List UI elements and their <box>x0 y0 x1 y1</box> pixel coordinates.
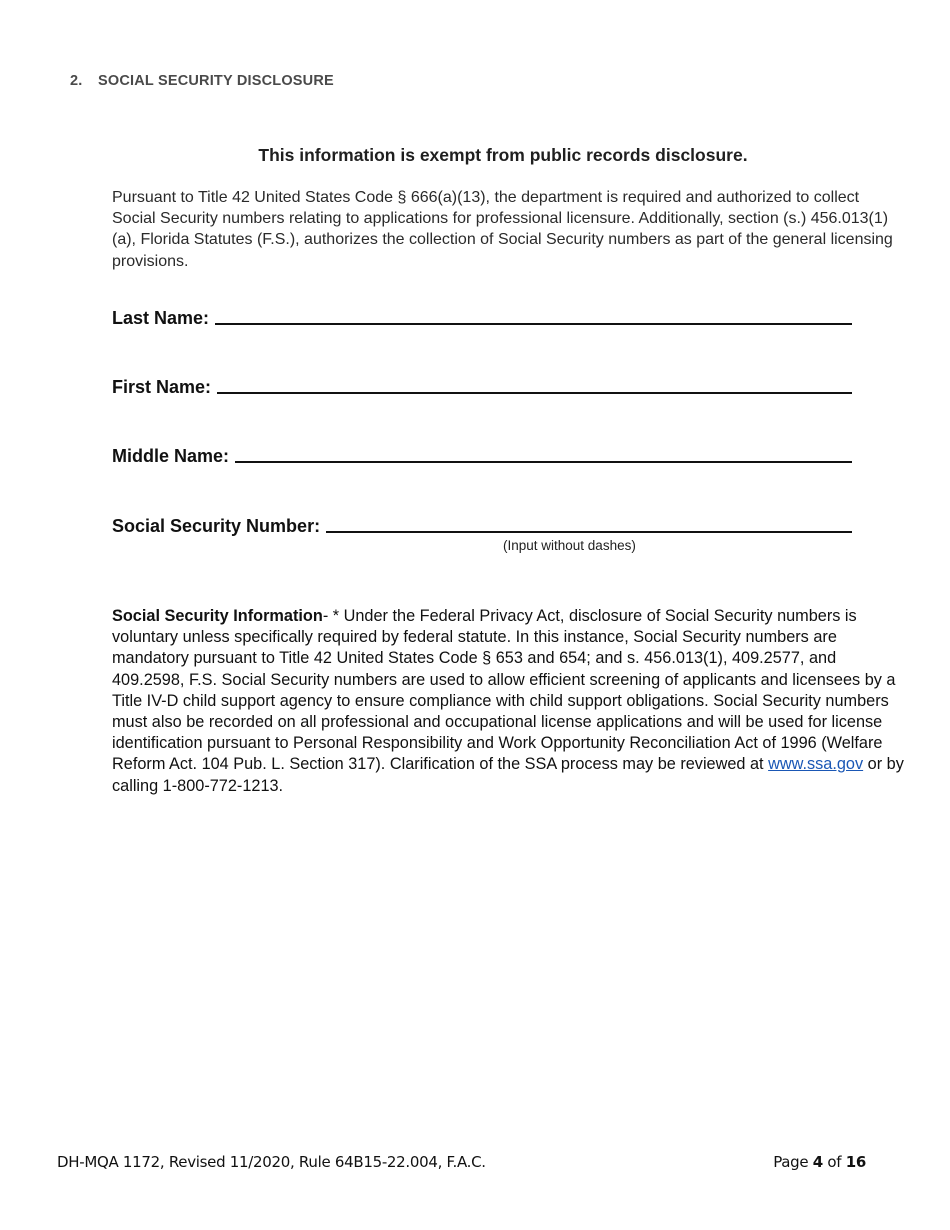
ssa-link[interactable]: www.ssa.gov <box>768 755 864 774</box>
ss-info-body: - * Under the Federal Privacy Act, disclosure of Social Security numbers is voluntary unless specifically required by federal statute. In this instance, Social Security numbers are mandatory pursuant to Title 42 United States Code § 653 and 654; and s. 456.013(1), 409.2577, and 409.2598, F.S. Social Security numbers are used to allow efficient screening of applicants and licensees by a Title IV-D child support agency to ensure compliance with child support obligations. Social Security numbers must also be recorded on all professional and occupational license applications and will be used for license identification pursuant to Personal Responsibility and Work Opportunity Reconciliation Act of 1996 (Welfare Reform Act. 104 Pub. L. Section 317). Clarification of the SSA process may be reviewed at <box>112 607 896 774</box>
exempt-notice: This information is exempt from public records disclosure. <box>258 145 748 165</box>
section-heading <box>70 73 334 89</box>
last-name-line[interactable] <box>215 305 852 325</box>
ss-info-paragraph <box>112 606 912 797</box>
first-name-line[interactable] <box>217 374 852 394</box>
pursuant-paragraph: Pursuant to Title 42 United States Code § 666(a)(13), the department is required and authorized to collect Social Security numbers relating to applications for professional licensure. Additionally, section (s.) 456.013(1)(a), Florida Statutes (F.S.), authorizes the collection of Social Security numbers as part of the general licensing provisions. <box>112 189 893 270</box>
page-number <box>773 1153 866 1171</box>
last-name-field[interactable] <box>112 305 852 329</box>
last-name-label: Last Name: <box>112 308 210 328</box>
middle-name-label: Middle Name: <box>112 446 230 466</box>
first-name-field[interactable] <box>112 374 852 398</box>
section-title: SOCIAL SECURITY DISCLOSURE <box>98 73 334 89</box>
ssn-hint: (Input without dashes) <box>503 538 636 553</box>
section-number: 2. <box>70 73 83 89</box>
page-current: 4 <box>812 1153 823 1171</box>
form-id: DH-MQA 1172, Revised 11/2020, Rule 64B15-22.004, F.A.C. <box>57 1153 486 1171</box>
ssn-field[interactable] <box>112 513 852 537</box>
ss-info-tail: or by calling 1-800-772-1213. <box>112 755 904 795</box>
ssn-label: Social Security Number: <box>112 516 321 536</box>
ss-info-heading: Social Security Information <box>112 607 323 625</box>
page-prefix: Page <box>773 1153 813 1171</box>
first-name-label: First Name: <box>112 377 212 397</box>
middle-name-line[interactable] <box>235 443 852 463</box>
page-total: 16 <box>845 1153 866 1171</box>
middle-name-field[interactable] <box>112 443 852 467</box>
page-of: of <box>822 1153 846 1171</box>
ssn-line[interactable] <box>326 513 852 533</box>
